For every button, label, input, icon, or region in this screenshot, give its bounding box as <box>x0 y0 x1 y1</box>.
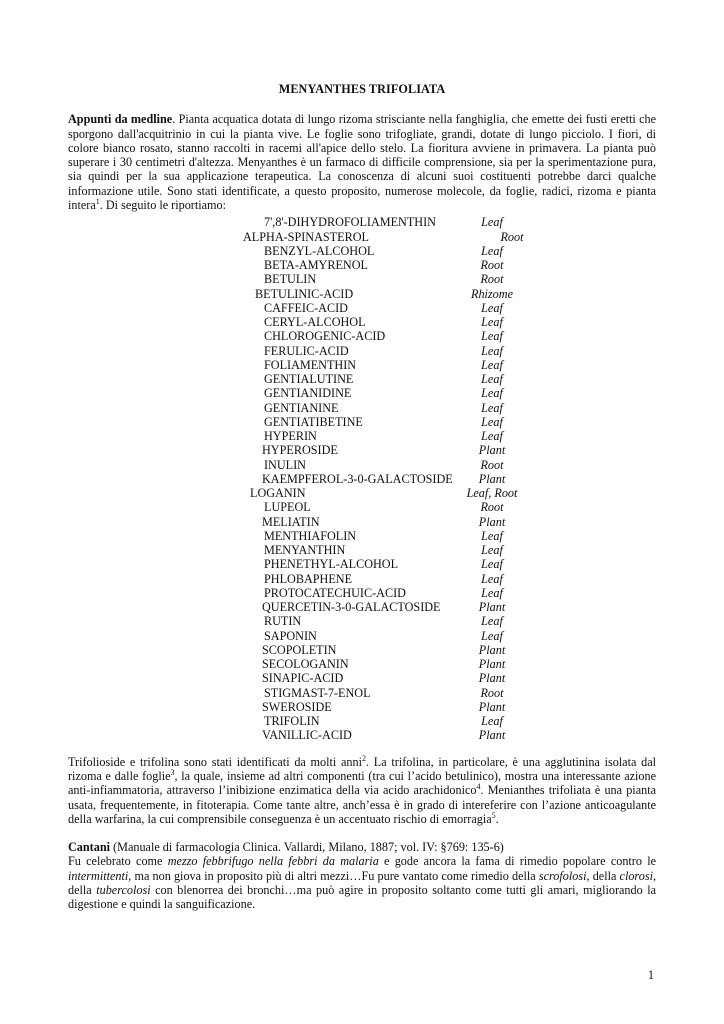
compound-source: Leaf <box>481 215 503 230</box>
compound-row <box>68 401 656 415</box>
cantani-italic-3: scrofolosi <box>538 868 587 883</box>
cantani-text-6: con blenorrea dei bronchi…ma può agire in proposito soltanto come tutti gli amari, migliorando la digestione e quindi la sanguificazione. <box>68 883 657 912</box>
compound-source: Leaf <box>481 571 503 586</box>
intro-paragraph <box>68 112 656 212</box>
compound-name: STIGMAST-7-ENOL <box>264 685 371 700</box>
compound-name: PHLOBAPHENE <box>264 571 353 586</box>
compound-name: BETULIN <box>264 272 317 287</box>
compound-row <box>68 643 656 657</box>
compound-source: Plant <box>478 699 506 714</box>
cantani-italic-5: tubercolosi <box>96 883 151 897</box>
compound-name: PROTOCATECHUIC-ACID <box>264 585 406 600</box>
intro-lead: Appunti da medline <box>68 112 173 127</box>
compound-row <box>68 372 656 386</box>
compound-name: RUTIN <box>264 614 302 629</box>
cantani-text-5: , della <box>68 868 656 897</box>
compound-name: SWEROSIDE <box>262 699 332 714</box>
compound-name: MENTHIAFOLIN <box>264 528 357 543</box>
compound-source: Leaf <box>481 429 503 444</box>
cantani-italic-4: clorosi <box>619 868 653 883</box>
paragraph-gap <box>68 826 656 840</box>
intro-text: . Pianta acquatica dotata di lungo rizoma strisciante nella fanghiglia, che emette dei fusti eretti che sporgono dall'acquitrinio in cui la pianta vive. Le foglie sono trifogliate, grandi, dotate di lungo picciolo. I fiori, di colore bianco rosato, stanno raccolti in racemi all'apice dello stelo. La fioritura avviene in primavera. La pianta può superare i 30 centimetri d'altezza. Menyanthes è un farmaco di difficile comprensione, sia per la sperimentazione pura, sia quindi per la sua applicazione terapeutica. La conoscenza di alcuni suoi costituenti potrebbe darci qualche informazione utile. Sono stati identificate, a questo proposito, numerose molecole, da foglie, radici, rizoma e pianta intera <box>68 112 657 213</box>
compound-source: Leaf <box>481 300 503 315</box>
compound-name: FOLIAMENTHIN <box>264 357 357 372</box>
compound-source: Leaf <box>481 628 503 643</box>
compound-row <box>68 515 656 529</box>
compound-source: Leaf <box>481 243 503 258</box>
compound-name: KAEMPFEROL-3-0-GALACTOSIDE <box>262 471 453 486</box>
compound-source: Root <box>480 500 504 515</box>
compound-row <box>68 386 656 400</box>
document-page <box>68 82 656 912</box>
compound-row <box>68 700 656 714</box>
page-number: 1 <box>647 968 654 982</box>
compound-source: Leaf, Root <box>466 486 518 501</box>
compound-row <box>68 458 656 472</box>
compound-name: LUPEOL <box>264 500 311 515</box>
compound-source: Plant <box>478 600 506 615</box>
compound-source: Leaf <box>481 585 503 600</box>
compound-name: HYPEROSIDE <box>262 443 338 458</box>
footnote-ref-1: 1 <box>95 197 100 207</box>
compound-row <box>68 486 656 500</box>
compound-row <box>68 714 656 728</box>
compound-name: GENTIANINE <box>264 400 339 415</box>
para2-text-d: . Menianthes trifoliata è una pianta usata, frequentemente, in fitoterapia. Come tante altre, anch’essa è in grado di intereferire con l’azione anticoagulante della warfarina, la cui comprensibile conseguenza è un accentuato rischio di emorragia <box>68 783 656 826</box>
compound-name: GENTIATIBETINE <box>264 414 363 429</box>
document-title: MENYANTHES TRIFOLIATA <box>278 82 446 96</box>
compound-name: BENZYL-ALCOHOL <box>264 243 375 258</box>
compound-name: LOGANIN <box>250 486 306 501</box>
compound-name: SCOPOLETIN <box>262 642 337 657</box>
compound-row <box>68 557 656 571</box>
cantani-text-3: , ma non giova in proposito più di altri mezzi…Fu pure vantato come rimedio della <box>128 868 539 883</box>
compound-source: Root <box>480 457 504 472</box>
compound-row <box>68 301 656 315</box>
compound-source: Leaf <box>481 714 503 729</box>
compound-name: FERULIC-ACID <box>264 343 349 358</box>
compound-source: Root <box>480 685 504 700</box>
compound-source: Leaf <box>481 329 503 344</box>
compound-row <box>68 728 656 742</box>
cantani-italic-2: intermittenti <box>68 868 129 883</box>
compound-source: Leaf <box>481 315 503 330</box>
compound-name: MELIATIN <box>262 514 320 529</box>
compound-source: Leaf <box>481 386 503 401</box>
compound-row <box>68 329 656 343</box>
compound-source: Plant <box>478 642 506 657</box>
compound-source: Leaf <box>481 400 503 415</box>
compound-name: SINAPIC-ACID <box>262 671 344 686</box>
compound-source: Leaf <box>481 557 503 572</box>
cantani-paragraph <box>68 854 656 911</box>
compound-name: TRIFOLIN <box>264 714 320 729</box>
compound-name: SECOLOGANIN <box>262 657 349 672</box>
footnote-ref-3: 3 <box>170 767 175 777</box>
compound-row <box>68 529 656 543</box>
para2-text-b: . La trifolina, in particolare, è una agglutinina isolata dal rizoma e dalle foglie <box>68 754 657 783</box>
footnote-ref-5: 5 <box>491 810 496 820</box>
compound-row <box>68 586 656 600</box>
compound-source: Leaf <box>481 372 503 387</box>
compound-list <box>68 215 656 742</box>
footnote-ref-4: 4 <box>476 782 481 792</box>
compound-source: Plant <box>478 514 506 529</box>
compound-name: CHLOROGENIC-ACID <box>264 329 386 344</box>
compound-source: Root <box>480 272 504 287</box>
para2-text-a: Trifolioside e trifolina sono stati identificati da molti anni <box>68 754 363 769</box>
footnote-ref-2: 2 <box>362 753 367 763</box>
compound-name: VANILLIC-ACID <box>262 728 352 743</box>
para2-text-e: . <box>495 811 499 826</box>
compound-source: Leaf <box>481 343 503 358</box>
cantani-reference <box>68 840 656 854</box>
cantani-lead: Cantani <box>68 840 110 855</box>
compound-name: INULIN <box>264 457 306 472</box>
compound-source: Plant <box>478 728 506 743</box>
compound-source: Plant <box>478 443 506 458</box>
compound-row <box>68 572 656 586</box>
compound-name: SAPONIN <box>264 628 317 643</box>
compound-row <box>68 429 656 443</box>
compound-row <box>68 215 656 229</box>
compound-name: MENYANTHIN <box>264 543 346 558</box>
compound-row <box>68 472 656 486</box>
compound-name: GENTIANIDINE <box>264 386 352 401</box>
compound-row <box>68 443 656 457</box>
compound-source: Leaf <box>481 528 503 543</box>
compound-row <box>68 287 656 301</box>
compound-row <box>68 272 656 286</box>
compound-row <box>68 258 656 272</box>
compound-name: PHENETHYL-ALCOHOL <box>264 557 399 572</box>
compound-row <box>68 244 656 258</box>
cantani-text-2: e gode ancora la fama di rimedio popolare contro le <box>378 854 657 869</box>
compound-name: ALPHA-SPINASTEROL <box>243 229 369 244</box>
compound-name: BETULINIC-ACID <box>255 286 354 301</box>
compound-name: CAFFEIC-ACID <box>264 300 348 315</box>
trifolin-paragraph <box>68 755 656 826</box>
compound-source: Plant <box>478 671 506 686</box>
compound-source: Leaf <box>481 414 503 429</box>
compound-row <box>68 358 656 372</box>
compound-source: Rhizome <box>471 286 513 301</box>
compound-row <box>68 671 656 685</box>
compound-source: Plant <box>478 471 506 486</box>
compound-row <box>68 230 656 244</box>
para2-text-c: , la quale, insieme ad altri componenti (tra cui l’acido betulinico), mostra una interessante azione anti-infiammatoria, attraverso l’inibizione enzimatica della via acido arachidonico <box>68 768 657 798</box>
compound-row <box>68 315 656 329</box>
compound-row <box>68 614 656 628</box>
cantani-text-1: Fu celebrato come <box>68 854 168 869</box>
compound-name: QUERCETIN-3-0-GALACTOSIDE <box>262 600 441 615</box>
compound-source: Leaf <box>481 543 503 558</box>
compound-source: Root <box>500 229 524 244</box>
cantani-text-4: , della <box>586 868 620 883</box>
compound-source: Leaf <box>481 357 503 372</box>
compound-source: Root <box>480 258 504 273</box>
compound-name: BETA-AMYRENOL <box>264 258 368 273</box>
compound-row <box>68 686 656 700</box>
compound-source: Plant <box>478 657 506 672</box>
compound-row <box>68 344 656 358</box>
compound-row <box>68 415 656 429</box>
compound-name: GENTIALUTINE <box>264 372 354 387</box>
compound-row <box>68 600 656 614</box>
compound-source: Leaf <box>481 614 503 629</box>
cantani-ref: (Manuale di farmacologia Clinica. Vallardi, Milano, 1887; vol. IV: §769: 135-6) <box>110 840 504 855</box>
compound-name: 7',8'-DIHYDROFOLIAMENTHIN <box>264 215 436 230</box>
compound-name: CERYL-ALCOHOL <box>264 315 366 330</box>
compound-row <box>68 543 656 557</box>
intro-tail: . Di seguito le riportiamo: <box>99 198 227 213</box>
compound-row <box>68 500 656 514</box>
compound-row <box>68 629 656 643</box>
compound-name: HYPERIN <box>264 429 317 444</box>
cantani-italic-1: mezzo febbrifugo nella febbri da malaria <box>167 854 379 869</box>
compound-row <box>68 657 656 671</box>
